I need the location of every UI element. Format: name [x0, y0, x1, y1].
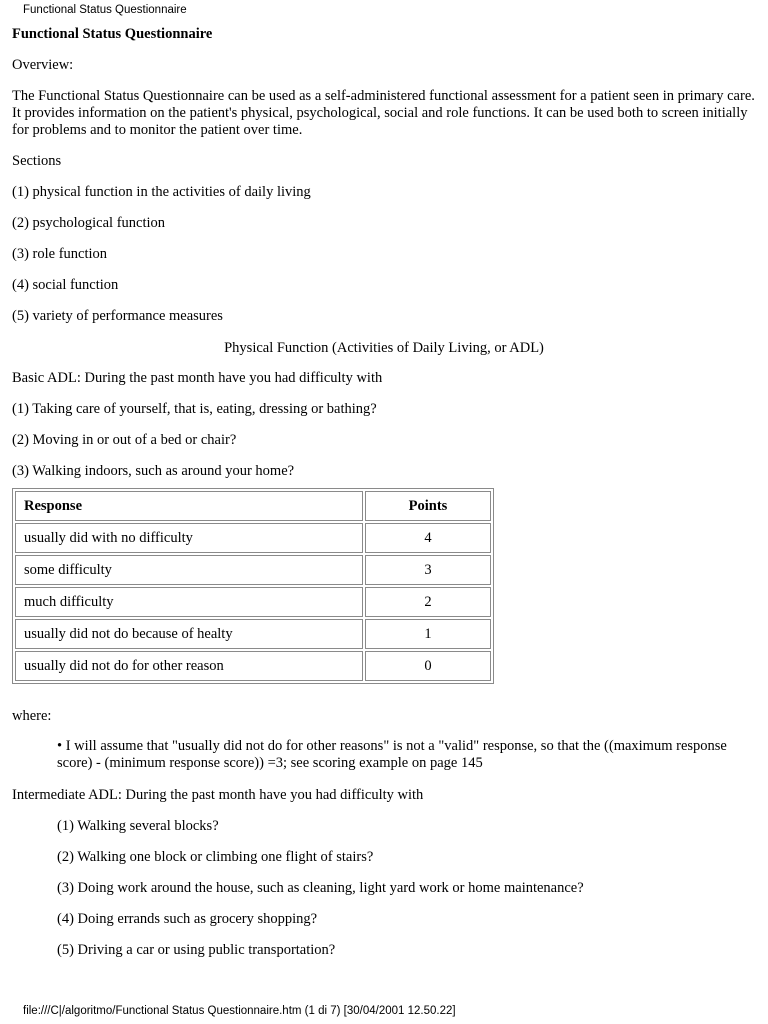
- points-cell: 0: [365, 651, 491, 681]
- table-row: [15, 555, 491, 585]
- response-points-table: [12, 488, 494, 684]
- section-item: (5) variety of performance measures: [12, 308, 223, 324]
- points-cell: 2: [365, 587, 491, 617]
- points-cell: 4: [365, 523, 491, 553]
- response-cell: much difficulty: [15, 587, 363, 617]
- section-item: (1) physical function in the activities of daily living: [12, 184, 311, 200]
- overview-paragraph: The Functional Status Questionnaire can be used as a self-administered functional assessment for a patient seen in primary care. It provides information on the patient's physical, psychological, social and role functions. It can be used both to screen initially for problems and to monitor the patient over time.: [12, 88, 755, 138]
- section-item: (2) psychological function: [12, 215, 166, 231]
- basic-adl-item: (3) Walking indoors, such as around your home?: [12, 463, 295, 479]
- basic-adl-intro: Basic ADL: During the past month have you had difficulty with: [12, 370, 383, 386]
- physical-function-heading: Physical Function (Activities of Daily Living, or ADL): [224, 340, 544, 356]
- table-header-response: Response: [15, 491, 363, 521]
- table-row: [15, 523, 491, 553]
- print-footer-path: file:///C|/algoritmo/Functional Status Questionnaire.htm (1 di 7) [30/04/2001 12.50.22]: [23, 1005, 456, 1017]
- table-row: [15, 619, 491, 649]
- response-cell: usually did not do because of healty: [15, 619, 363, 649]
- table-header-row: [15, 491, 491, 521]
- table-row: [15, 587, 491, 617]
- scoring-note-bullet: • I will assume that "usually did not do for other reasons" is not a "valid" response, so that the ((maximum response score) - (minimum response score)) =3; see scoring example on page 145: [57, 738, 727, 771]
- response-cell: usually did not do for other reason: [15, 651, 363, 681]
- where-label: where:: [12, 708, 52, 724]
- section-item: (3) role function: [12, 246, 108, 262]
- intermediate-adl-item: (4) Doing errands such as grocery shopping?: [57, 911, 318, 927]
- response-cell: usually did with no difficulty: [15, 523, 363, 553]
- table-row: [15, 651, 491, 681]
- points-cell: 1: [365, 619, 491, 649]
- overview-label: Overview:: [12, 57, 74, 73]
- points-cell: 3: [365, 555, 491, 585]
- intermediate-adl-item: (3) Doing work around the house, such as cleaning, light yard work or home maintenance?: [57, 880, 584, 896]
- table-header-points: Points: [365, 491, 491, 521]
- page-title: Functional Status Questionnaire: [12, 26, 213, 42]
- intermediate-adl-item: (2) Walking one block or climbing one flight of stairs?: [57, 849, 374, 865]
- sections-label: Sections: [12, 153, 62, 169]
- section-item: (4) social function: [12, 277, 119, 293]
- basic-adl-item: (2) Moving in or out of a bed or chair?: [12, 432, 237, 448]
- basic-adl-item: (1) Taking care of yourself, that is, eating, dressing or bathing?: [12, 401, 377, 417]
- intermediate-adl-item: (1) Walking several blocks?: [57, 818, 219, 834]
- intermediate-adl-item: (5) Driving a car or using public transportation?: [57, 942, 336, 958]
- print-header-title: Functional Status Questionnaire: [23, 4, 187, 16]
- intermediate-adl-intro: Intermediate ADL: During the past month have you had difficulty with: [12, 787, 424, 803]
- response-cell: some difficulty: [15, 555, 363, 585]
